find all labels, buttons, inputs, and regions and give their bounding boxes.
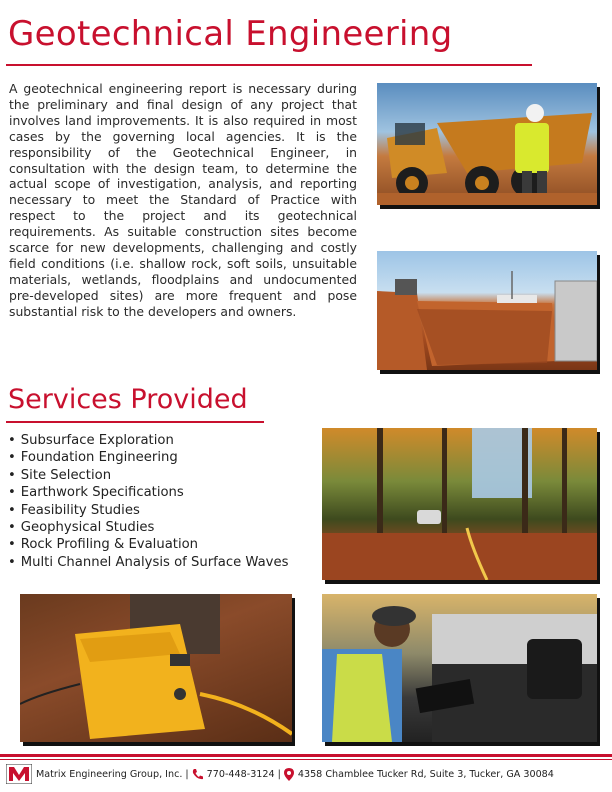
- list-item: • Feasibility Studies: [8, 502, 288, 519]
- list-item: • Multi Channel Analysis of Surface Waves: [8, 554, 288, 571]
- list-item: • Rock Profiling & Evaluation: [8, 536, 288, 553]
- seismograph-equipment-photo: [20, 594, 292, 742]
- separator: |: [185, 768, 189, 780]
- list-item: • Foundation Engineering: [8, 449, 288, 466]
- matrix-logo-icon: [6, 764, 32, 784]
- list-item: • Site Selection: [8, 467, 288, 484]
- location-pin-icon: [284, 768, 294, 781]
- dump-truck-photo: [377, 83, 597, 205]
- intro-paragraph: A geotechnical engineering report is necessary during the preliminary and final design of any project that involves land improvements. It is also required in most cases by the governing local agencies. It is the responsibility of the Geotechnical Engineer, in consultation with the design team, to determine the actual scope of investigation, analysis, and reporting necessary to meet the Standard of Practice with respect to the project and its geotechnical requirements. As suitable construction sites become scarce for new developments, challenging and costly field conditions (i.e. shallow rock, soft soils, unsuitable materials, wetlands, floodplains and undocumented pre-developed sites) are more frequent and pose substantial risk to the developers and owners.: [9, 81, 357, 319]
- services-divider: [6, 421, 264, 423]
- separator: |: [277, 768, 281, 780]
- phone-icon: [192, 768, 203, 780]
- phone-number[interactable]: 770-448-3124: [206, 768, 275, 780]
- services-heading: Services Provided: [8, 384, 248, 415]
- excavation-photo: [377, 251, 597, 370]
- footer-divider-thin: [0, 759, 612, 760]
- field-technician-laptop-photo: [322, 594, 597, 742]
- services-list: [8, 432, 288, 571]
- footer-divider: [0, 754, 612, 757]
- list-item: • Subsurface Exploration: [8, 432, 288, 449]
- forest-survey-photo: [322, 428, 597, 580]
- footer: [6, 764, 554, 784]
- page-title: Geotechnical Engineering: [8, 14, 453, 54]
- company-name: Matrix Engineering Group, Inc.: [36, 768, 183, 780]
- title-divider: [6, 64, 532, 66]
- address: 4358 Chamblee Tucker Rd, Suite 3, Tucker, GA 30084: [297, 768, 554, 780]
- list-item: • Earthwork Specifications: [8, 484, 288, 501]
- list-item: • Geophysical Studies: [8, 519, 288, 536]
